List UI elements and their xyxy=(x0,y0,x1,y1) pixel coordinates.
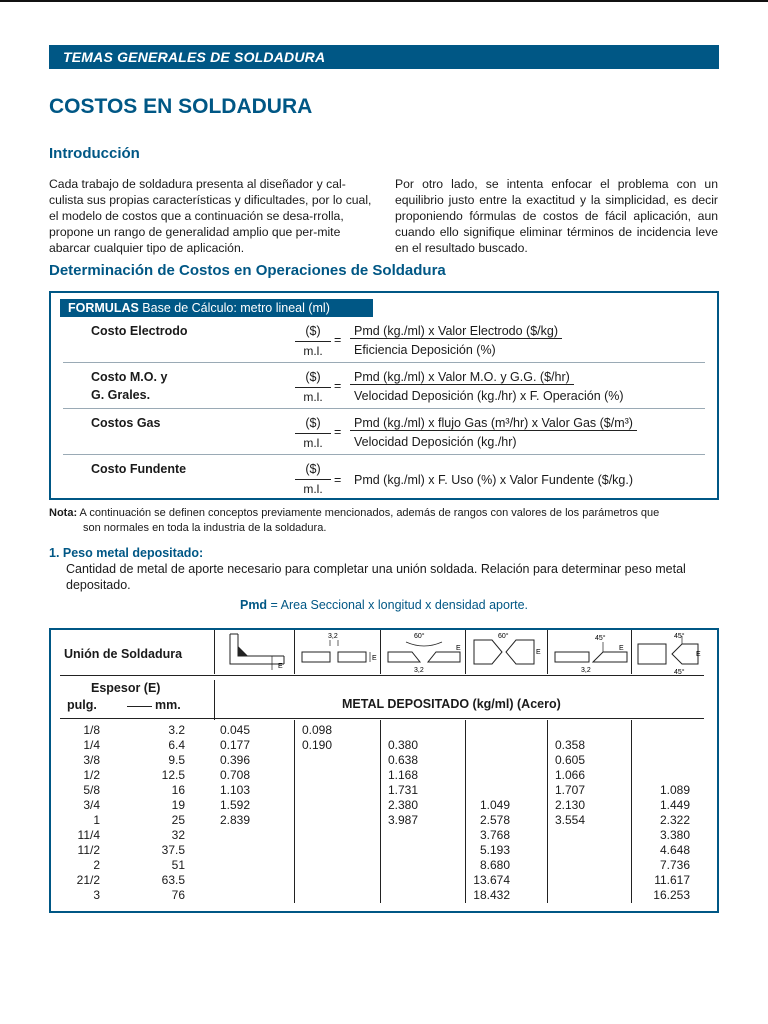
e-label: E xyxy=(536,649,541,656)
angle-label: 60° xyxy=(498,633,509,640)
pulg-cell: 1/2 xyxy=(83,768,100,782)
formula-numerator: Pmd (kg./ml) x Valor Electrodo ($/kg) xyxy=(350,324,562,339)
mm-cell: 19 xyxy=(171,798,185,812)
mm-cell: 9.5 xyxy=(168,753,185,767)
note-line1: A continuación se definen conceptos previamente mencionados, además de rangos con valores de los parámetros que xyxy=(77,507,660,519)
formula-denominator: Velocidad Deposición (kg./hr) xyxy=(354,435,517,449)
pulg-cell: 1 xyxy=(93,813,100,827)
metal-value-cell: 1.168 xyxy=(388,768,419,782)
pmd-bold: Pmd xyxy=(239,598,268,612)
metal-value-cell: 0.708 xyxy=(220,768,251,782)
single-v-joint-icon xyxy=(384,630,464,674)
formula-separator xyxy=(63,408,705,409)
table-vrule xyxy=(547,630,548,674)
metal-value-cell: 7.736 xyxy=(659,858,690,872)
mm-cell: 76 xyxy=(171,888,185,902)
formula-unit-bottom: m.l. xyxy=(295,433,331,450)
pulg-cell: 1/4 xyxy=(83,738,100,752)
formulas-header xyxy=(60,299,373,317)
mm-cell: 3.2 xyxy=(168,723,185,737)
formula-expression: Pmd (kg./ml) x F. Uso (%) x Valor Fundente ($/kg.) xyxy=(354,473,634,487)
metal-value-cell: 0.638 xyxy=(388,753,419,767)
table-vrule xyxy=(631,630,632,674)
metal-value-cell: 0.045 xyxy=(220,723,251,737)
mm-cell: 63.5 xyxy=(161,873,185,887)
intro-right-paragraph: Por otro lado, se intenta enfocar el problema con un equilibrio justo entre la exactitud y la simplicidad, es decir proponiendo fórmulas de costos de fácil aplicación, aun cuando ello signifique eliminar términos de incidencia leve en el resultado buscado. xyxy=(395,177,718,255)
table-vrule xyxy=(380,630,381,674)
formula-unit-top: ($) xyxy=(305,370,321,384)
formula-unit-top: ($) xyxy=(305,324,321,338)
item1-text: Cantidad de metal de aporte necesario para completar una unión soldada. Relación para determinar peso metal depositado. xyxy=(66,562,686,592)
pulg-cell: 3 xyxy=(93,888,100,902)
fillet-joint-icon xyxy=(222,632,288,674)
metal-value-cell: 0.358 xyxy=(555,738,586,752)
formula-label: Costo Fundente xyxy=(91,462,187,476)
metal-value-cell: 2.380 xyxy=(388,798,419,812)
metal-value-cell: 0.098 xyxy=(302,723,333,737)
item1-heading: 1. Peso metal depositado: xyxy=(49,546,204,560)
metal-value-cell: 8.680 xyxy=(479,858,510,872)
mm-cell: 32 xyxy=(171,828,185,842)
formula-unit-bottom: m.l. xyxy=(295,341,331,358)
e-label: E xyxy=(619,645,624,652)
formula-label: Costo M.O. y xyxy=(91,370,168,384)
metal-value-cell: 1.089 xyxy=(659,783,690,797)
metal-value-cell: 2.839 xyxy=(220,813,251,827)
table-vrule xyxy=(294,720,295,903)
formula-equals: = xyxy=(334,473,342,487)
formula-unit-bottom: m.l. xyxy=(295,479,331,496)
intro-left-paragraph: Cada trabajo de soldadura presenta al diseñador y cal-culista sus propias características y dificultades, por lo cual, el modelo de costos que a continuación se desa-rrolla, propone un rango de generalidad amplio que per-mite abarcar cualquier tipo de aplicación. xyxy=(49,177,372,255)
pulg-cell: 21/2 xyxy=(76,873,100,887)
pulg-cell: 3/4 xyxy=(83,798,100,812)
mm-cell: 51 xyxy=(171,858,185,872)
metal-value-cell: 5.193 xyxy=(479,843,510,857)
intro-heading: Introducción xyxy=(49,145,140,162)
pmd-rest: = Area Seccional x longitud x densidad aporte. xyxy=(267,598,529,612)
metal-value-cell: 3.987 xyxy=(388,813,419,827)
metal-value-cell: 2.322 xyxy=(659,813,690,827)
e-label: E xyxy=(278,663,283,670)
metal-value-cell: 2.130 xyxy=(555,798,586,812)
pulg-cell: 1/8 xyxy=(83,723,100,737)
formula-numerator: Pmd (kg./ml) x Valor M.O. y G.G. ($/hr) xyxy=(350,370,574,385)
section-banner: TEMAS GENERALES DE SOLDADURA xyxy=(49,45,719,69)
gap-label: 3,2 xyxy=(414,667,424,674)
e-label: E xyxy=(372,655,377,662)
formula-denominator: Velocidad Deposición (kg./hr) x F. Operación (%) xyxy=(354,389,624,403)
metal-value-cell: 0.177 xyxy=(220,738,251,752)
table-vrule xyxy=(465,630,466,674)
metal-value-cell: 1.103 xyxy=(220,783,251,797)
table-vrule xyxy=(214,630,215,674)
formulas-header-bold: FORMULAS xyxy=(68,301,139,315)
note xyxy=(49,506,729,536)
metal-value-cell: 3.380 xyxy=(659,828,690,842)
metal-value-cell: 0.190 xyxy=(302,738,333,752)
mm-cell: 37.5 xyxy=(161,843,185,857)
mm-cell: 6.4 xyxy=(168,738,185,752)
formula-label: Costos Gas xyxy=(91,416,161,430)
pulg-cell: 2 xyxy=(93,858,100,872)
union-label: Unión de Soldadura xyxy=(64,647,183,661)
formula-separator xyxy=(63,362,705,363)
formulas-header-rest: Base de Cálculo: metro lineal (ml) xyxy=(138,301,330,315)
header-dash xyxy=(127,706,152,707)
metal-value-cell: 16.253 xyxy=(653,888,690,902)
metal-value-cell: 11.617 xyxy=(654,873,690,887)
metal-value-cell: 1.066 xyxy=(555,768,586,782)
pmd-formula xyxy=(0,598,768,612)
formula-label-line2: G. Grales. xyxy=(91,388,151,402)
table-vrule xyxy=(547,720,548,903)
metal-value-cell: 4.648 xyxy=(659,843,690,857)
metal-value-cell: 3.554 xyxy=(555,813,586,827)
metal-value-cell: 1.707 xyxy=(555,783,586,797)
angle-label: 45° xyxy=(674,633,685,640)
angle-label-bottom: 45° xyxy=(674,669,685,676)
top-rule xyxy=(0,0,768,2)
gap-label: 3,2 xyxy=(581,667,591,674)
angle-label: 60° xyxy=(414,633,425,640)
double-bevel-joint-icon xyxy=(634,630,706,676)
table-hrule xyxy=(60,718,704,719)
metal-value-cell: 0.396 xyxy=(220,753,251,767)
table-vrule xyxy=(380,720,381,903)
note-line2: son normales en toda la industria de la soldadura. xyxy=(83,522,327,534)
pulg-cell: 5/8 xyxy=(83,783,100,797)
pulg-cell: 11/4 xyxy=(77,828,100,842)
e-label: E xyxy=(696,651,701,658)
pulg-cell: 3/8 xyxy=(83,753,100,767)
formula-numerator: Pmd (kg./ml) x flujo Gas (m³/hr) x Valor Gas ($/m³) xyxy=(350,416,637,431)
gap-label: 3,2 xyxy=(328,633,338,640)
square-butt-joint-icon xyxy=(298,630,378,672)
formula-unit-bottom: m.l. xyxy=(295,387,331,404)
metal-value-cell: 0.605 xyxy=(555,753,586,767)
table-vrule xyxy=(214,680,215,720)
single-bevel-joint-icon xyxy=(551,630,629,674)
mm-cell: 16 xyxy=(171,783,185,797)
mm-cell: 12.5 xyxy=(161,768,185,782)
pulg-label: pulg. xyxy=(67,698,97,712)
e-label: E xyxy=(456,645,461,652)
formula-unit-top: ($) xyxy=(305,462,321,476)
metal-value-cell: 1.449 xyxy=(659,798,690,812)
section-heading: Determinación de Costos en Operaciones de Soldadura xyxy=(49,262,446,279)
page-title: COSTOS EN SOLDADURA xyxy=(49,95,313,118)
mm-cell: 25 xyxy=(171,813,185,827)
angle-label: 45° xyxy=(595,635,606,642)
note-label: Nota: xyxy=(49,507,78,519)
formula-equals: = xyxy=(334,333,342,347)
metal-value-cell: 3.768 xyxy=(479,828,510,842)
metal-value-cell: 1.592 xyxy=(220,798,251,812)
table-vrule xyxy=(294,630,295,674)
metal-value-cell: 0.380 xyxy=(388,738,419,752)
formula-label: Costo Electrodo xyxy=(91,324,188,338)
formula-equals: = xyxy=(334,425,342,439)
metal-value-cell: 13.674 xyxy=(473,873,510,887)
metal-value-cell: 1.731 xyxy=(388,783,419,797)
formula-denominator: Eficiencia Deposición (%) xyxy=(354,343,496,357)
metal-value-cell: 2.578 xyxy=(479,813,510,827)
mm-label: mm. xyxy=(155,698,181,712)
formula-separator xyxy=(63,454,705,455)
pulg-cell: 11/2 xyxy=(77,843,100,857)
formula-unit-top: ($) xyxy=(305,416,321,430)
espesor-label: Espesor (E) xyxy=(91,681,161,695)
metal-value-cell: 18.432 xyxy=(473,888,510,902)
metal-value-cell: 1.049 xyxy=(479,798,510,812)
formula-equals: = xyxy=(334,379,342,393)
metal-label: METAL DEPOSITADO (kg/ml) (Acero) xyxy=(342,697,561,711)
double-v-joint-icon xyxy=(470,630,544,674)
table-hrule xyxy=(60,675,704,676)
